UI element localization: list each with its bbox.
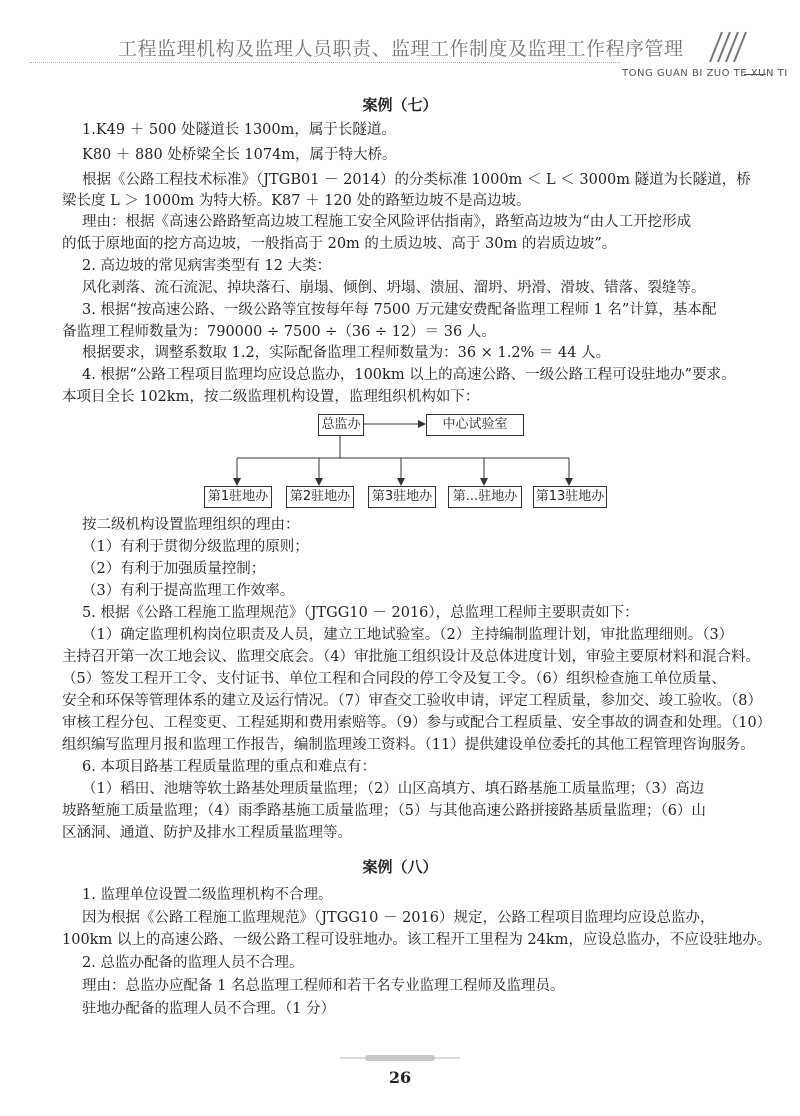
header-title: 工程监理机构及监理人员职责、监理工作制度及监理工作程序管理 [118, 38, 684, 60]
org-node-station: 第2驻地办 [286, 486, 354, 508]
paragraph-line: 区涵洞、通道、防护及排水工程质量监理等。 [62, 825, 352, 841]
org-chart-connectors [0, 0, 800, 530]
paragraph-line: 坡路堑施工质量监理；（4）雨季路基施工质量监理；（5）与其他高速公路拼接路基质量监理；（6）山 [62, 803, 706, 819]
paragraph-line: 主持召开第一次工地会议、监理交底会。（4）审批施工组织设计及总体进度计划，审验主要原材料和混合料。 [62, 649, 760, 665]
org-node-station: 第13驻地办 [533, 486, 607, 508]
paragraph-line: 组织编写监理月报和监理工作报告，编制监理竣工资料。（11）提供建设单位委托的其他工程管理咨询服务。 [62, 737, 755, 753]
paragraph-line: 3. 根据“按高速公路、一级公路等宜按每年每 7500 万元建安费配备监理工程师 1 名”计算，基本配 [82, 302, 717, 318]
paragraph-line: 2. 高边坡的常见病害类型有 12 大类： [82, 258, 332, 274]
arrow-head [480, 478, 488, 486]
footer-decoration-icon [340, 1054, 460, 1062]
paragraph-line: （1）有利于贯彻分级监理的原则； [82, 539, 309, 555]
org-node-central-lab: 中心试验室 [426, 414, 524, 436]
paragraph-line: （5）签发工程开工令、支付证书、单位工程和合同段的停工令及复工令。（6）组织检查施工单位质量、 [62, 671, 726, 687]
paragraph-line: 备监理工程师数量为：790000 ÷ 7500 ÷（36 ÷ 12）＝ 36 人。 [62, 324, 496, 340]
paragraph-line: （1）确定监理机构岗位职责及人员，建立工地试验室。（2）主持编制监理计划，审批监理细则。（3） [82, 627, 734, 643]
paragraph-line: 安全和环保等管理体系的建立及运行情况。（7）审查交工验收申请，评定工程质量，参加交、竣工验收。（8） [62, 693, 762, 709]
paragraph-line: 根据要求，调整系数取 1.2，实际配备监理工程师数量为：36 × 1.2% ＝ 44 人。 [82, 345, 611, 361]
org-node-station: 第...驻地办 [448, 486, 522, 508]
arrow-head [397, 478, 405, 486]
paragraph-line: 驻地办配备的监理人员不合理。（1 分） [82, 1001, 336, 1017]
paragraph-line: 的低于原地面的挖方高边坡，一般指高于 20m 的土质边坡、高于 30m 的岩质边坡”。 [62, 236, 617, 252]
header-subtitle: TONG GUAN BI ZUO TE XUN TI [622, 68, 788, 79]
page-number: 26 [388, 1068, 412, 1087]
arrow-head [565, 478, 573, 486]
paragraph-line: （1）稻田、池塘等软土路基处理质量监理；（2）山区高填方、填石路基施工质量监理；（3）高边 [82, 781, 705, 797]
paragraph-line: 1. 监理单位设置二级监理机构不合理。 [82, 887, 333, 903]
paragraph-line: 4. 根据“公路工程项目监理均应设总监办，100km 以上的高速公路、一级公路工程可设驻地办”要求。 [82, 367, 736, 383]
paragraph-line: （2）有利于加强质量控制； [82, 561, 266, 577]
paragraph-line: K80 ＋ 880 处桥梁全长 1074m，属于特大桥。 [82, 147, 397, 163]
paragraph-line: 2. 总监办配备的监理人员不合理。 [82, 955, 304, 971]
case7-title: 案例（七） [362, 96, 438, 114]
paragraph-line: 5. 根据《公路工程施工监理规范》（JTGG10 － 2016），总监理工程师主要职责如下： [82, 605, 639, 621]
paragraph-line: 风化剥落、流石流泥、掉块落石、崩塌、倾倒、坍塌、溃屈、溜坍、坍滑、滑坡、错落、裂缝等。 [82, 280, 706, 296]
case8-title: 案例（八） [362, 858, 438, 876]
org-chart [0, 0, 800, 530]
paragraph-line: 因为根据《公路工程施工监理规范》（JTGG10 － 2016）规定，公路工程项目监理均应设总监办， [82, 910, 715, 926]
arrow-head [418, 420, 426, 428]
org-node-station: 第3驻地办 [368, 486, 436, 508]
paragraph-line: 100km 以上的高速公路、一级公路工程可设驻地办。该工程开工里程为 24km，应设总监办，不应设驻地办。 [62, 932, 772, 948]
paragraph-line: 本项目全长 102km，按二级监理机构设置，监理组织机构如下： [62, 389, 480, 405]
paragraph-line: 根据《公路工程技术标准》（JTGB01 － 2014）的分类标准 1000m ＜ L ＜ 3000m 隧道为长隧道，桥 [82, 172, 751, 188]
paragraph-line: 理由：总监办应配备 1 名总监理工程师和若干名专业监理工程师及监理员。 [82, 978, 565, 994]
org-node-chief-office: 总监办 [318, 414, 364, 436]
paragraph-line: 理由：根据《高速公路路堑高边坡工程施工安全风险评估指南》，路堑高边坡为“由人工开挖形成 [82, 214, 692, 230]
paragraph-line: 按二级机构设置监理组织的理由： [82, 517, 300, 533]
arrow-head [233, 478, 241, 486]
paragraph-line: 梁长度 L ＞ 1000m 为特大桥。K87 ＋ 120 处的路堑边坡不是高边坡。 [62, 193, 531, 209]
paragraph-line: 审核工程分包、工程变更、工程延期和费用索赔等。（9）参与或配合工程质量、安全事故的调查和处理。（10） [62, 715, 772, 731]
arrow-head [315, 478, 323, 486]
paragraph-line: （3）有利于提高监理工作效率。 [82, 583, 295, 599]
org-node-station: 第1驻地办 [204, 486, 272, 508]
paragraph-line: 6. 本项目路基工程质量监理的重点和难点有： [82, 759, 376, 775]
paragraph-line: 1.K49 ＋ 500 处隧道长 1300m，属于长隧道。 [82, 122, 396, 138]
